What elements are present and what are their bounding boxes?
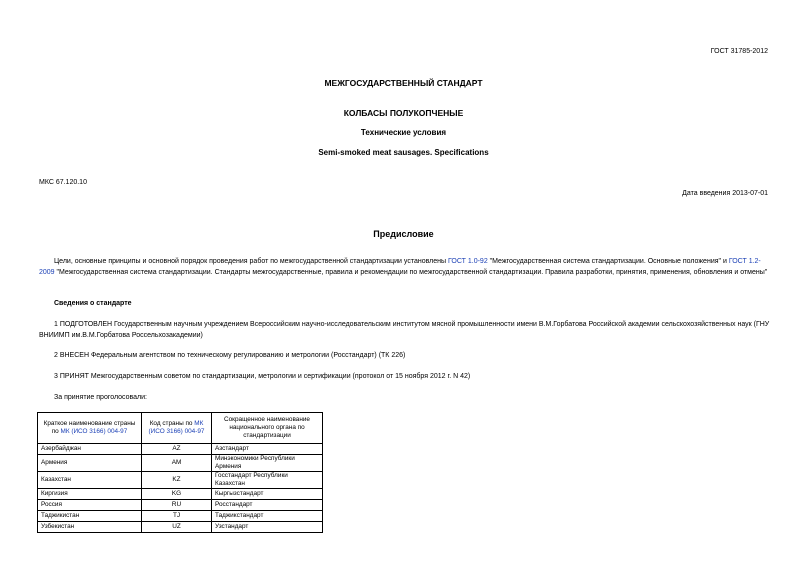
table-row [38, 522, 323, 533]
body-cell: Росстандарт [212, 500, 323, 511]
table-row [38, 444, 323, 455]
col-code-header: Код страны по МК (ИСО 3166) 004-97 [142, 413, 212, 444]
table-row [38, 489, 323, 500]
body-cell: Госстандарт Республики Казахстан [212, 472, 323, 489]
english-title: Semi-smoked meat sausages. Specifications [318, 148, 489, 157]
item-1 [39, 320, 773, 341]
document-subtitle: Технические условия [360, 128, 447, 137]
code-cell: UZ [142, 522, 212, 533]
country-cell: Азербайджан [38, 444, 142, 455]
info-heading: Сведения о стандарте [54, 300, 132, 307]
body-cell: Таджикстандарт [212, 511, 323, 522]
preface-text-1: Цели, основные принципы и основной порядок проведения работ по межгосударственной стандартизации установлены [54, 258, 448, 265]
preface-text-2: "Межгосударственная система стандартизации. Основные положения" и [487, 258, 729, 265]
mk-iso-link[interactable]: МК (ИСО 3166) 004-97 [60, 428, 128, 435]
preface-heading: Предисловие [373, 229, 434, 239]
body-cell: Узстандарт [212, 522, 323, 533]
gost-1-2-link[interactable]: ГОСТ 1.2-2009 [39, 258, 761, 276]
item-3: 3 ПРИНЯТ Межгосударственным советом по стандартизации, метрологии и сертификации (протокол от 15 ноября 2012 г. N 42) [54, 373, 471, 380]
table-row [38, 472, 323, 489]
document-title: КОЛБАСЫ ПОЛУКОПЧЕНЫЕ [343, 108, 464, 118]
body-cell: Кыргызстандарт [212, 489, 323, 500]
preface-paragraph [39, 257, 773, 278]
code-cell: AM [142, 455, 212, 472]
table-row [38, 455, 323, 472]
table-header-row [38, 413, 323, 444]
mks-code: МКС 67.120.10 [39, 179, 87, 186]
preface-text-3: "Межгосударственная система стандартизации. Стандарты межгосударственные, правила и рекомендации по межгосударственной стандартизации. Правила разработки, принятия, применения, обновления и отмены" [54, 268, 768, 276]
item-2: 2 ВНЕСЕН Федеральным агентством по техническому регулированию и метрологии (Росстандарт) (ТК 226) [54, 352, 406, 359]
country-cell: Казахстан [38, 472, 142, 489]
country-cell: Киргизия [38, 489, 142, 500]
voted-label: За принятие проголосовали: [54, 394, 147, 401]
code-cell: TJ [142, 511, 212, 522]
body-cell: Азстандарт [212, 444, 323, 455]
country-cell: Россия [38, 500, 142, 511]
table-row [38, 511, 323, 522]
code-cell: AZ [142, 444, 212, 455]
voting-table [37, 412, 323, 533]
intro-date: Дата введения 2013-07-01 [682, 190, 768, 197]
code-cell: KZ [142, 472, 212, 489]
country-cell: Армения [38, 455, 142, 472]
code-cell: KG [142, 489, 212, 500]
mk-iso-link[interactable]: МК (ИСО 3166) 004-97 [148, 420, 205, 435]
gost-1-0-link[interactable]: ГОСТ 1.0-92 [447, 258, 488, 265]
table-row [38, 500, 323, 511]
col-country-header: Краткое наименование страны по МК (ИСО 3166) 004-97 [38, 413, 142, 444]
standard-type: МЕЖГОСУДАРСТВЕННЫЙ СТАНДАРТ [324, 78, 483, 88]
col-body-header: Сокращенное наименование национального органа по стандартизации [212, 413, 323, 444]
item-1-text: 1 ПОДГОТОВЛЕН Государственным научным учреждением Всероссийским научно-исследовательским институтом мясной промышленности имени В.М.Горбатова Российской академии сельскохозяйственных наук (ГНУ ВНИИМП им.В.М.Горбатова Россельхозакадемии) [39, 321, 770, 339]
code-cell: RU [142, 500, 212, 511]
country-cell: Узбекистан [38, 522, 142, 533]
country-cell: Таджикистан [38, 511, 142, 522]
body-cell: Минэкономики Республики Армения [212, 455, 323, 472]
doc-code: ГОСТ 31785-2012 [710, 48, 768, 55]
